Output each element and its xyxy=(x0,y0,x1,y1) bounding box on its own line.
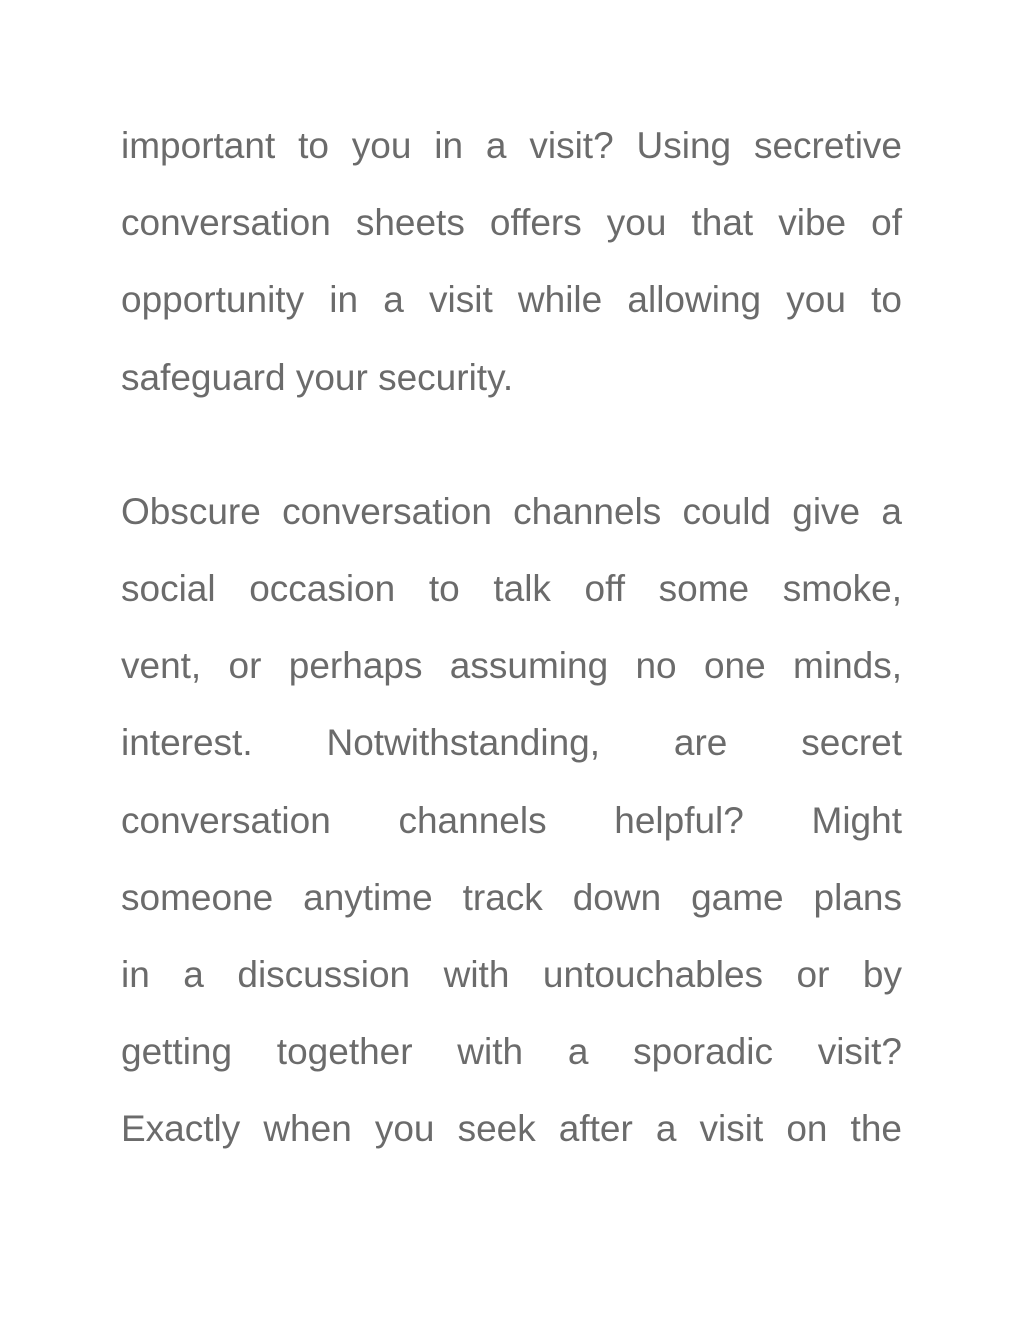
text-line: someone anytime track down game plans xyxy=(121,876,902,918)
text-line: conversation sheets offers you that vibe of xyxy=(121,202,902,244)
paragraph-1 xyxy=(121,107,902,416)
text-line: social occasion to talk off some smoke, xyxy=(121,568,902,610)
text-line: conversation channels helpful? Might xyxy=(121,799,902,841)
text-line: getting together with a sporadic visit? xyxy=(121,1031,902,1073)
text-line: vent, or perhaps assuming no one minds, xyxy=(121,645,902,687)
paragraph-2 xyxy=(121,473,902,1168)
text-line: Exactly when you seek after a visit on the xyxy=(121,1108,902,1150)
text-line: important to you in a visit? Using secretive xyxy=(121,125,902,166)
text-line: in a discussion with untouchables or by xyxy=(121,954,902,996)
text-line: safeguard your security. xyxy=(121,356,514,398)
text-line: Obscure conversation channels could give a xyxy=(121,490,902,532)
document-page xyxy=(121,107,902,1168)
text-line: opportunity in a visit while allowing you to xyxy=(121,279,902,321)
text-line: interest. Notwithstanding, are secret xyxy=(121,722,902,764)
